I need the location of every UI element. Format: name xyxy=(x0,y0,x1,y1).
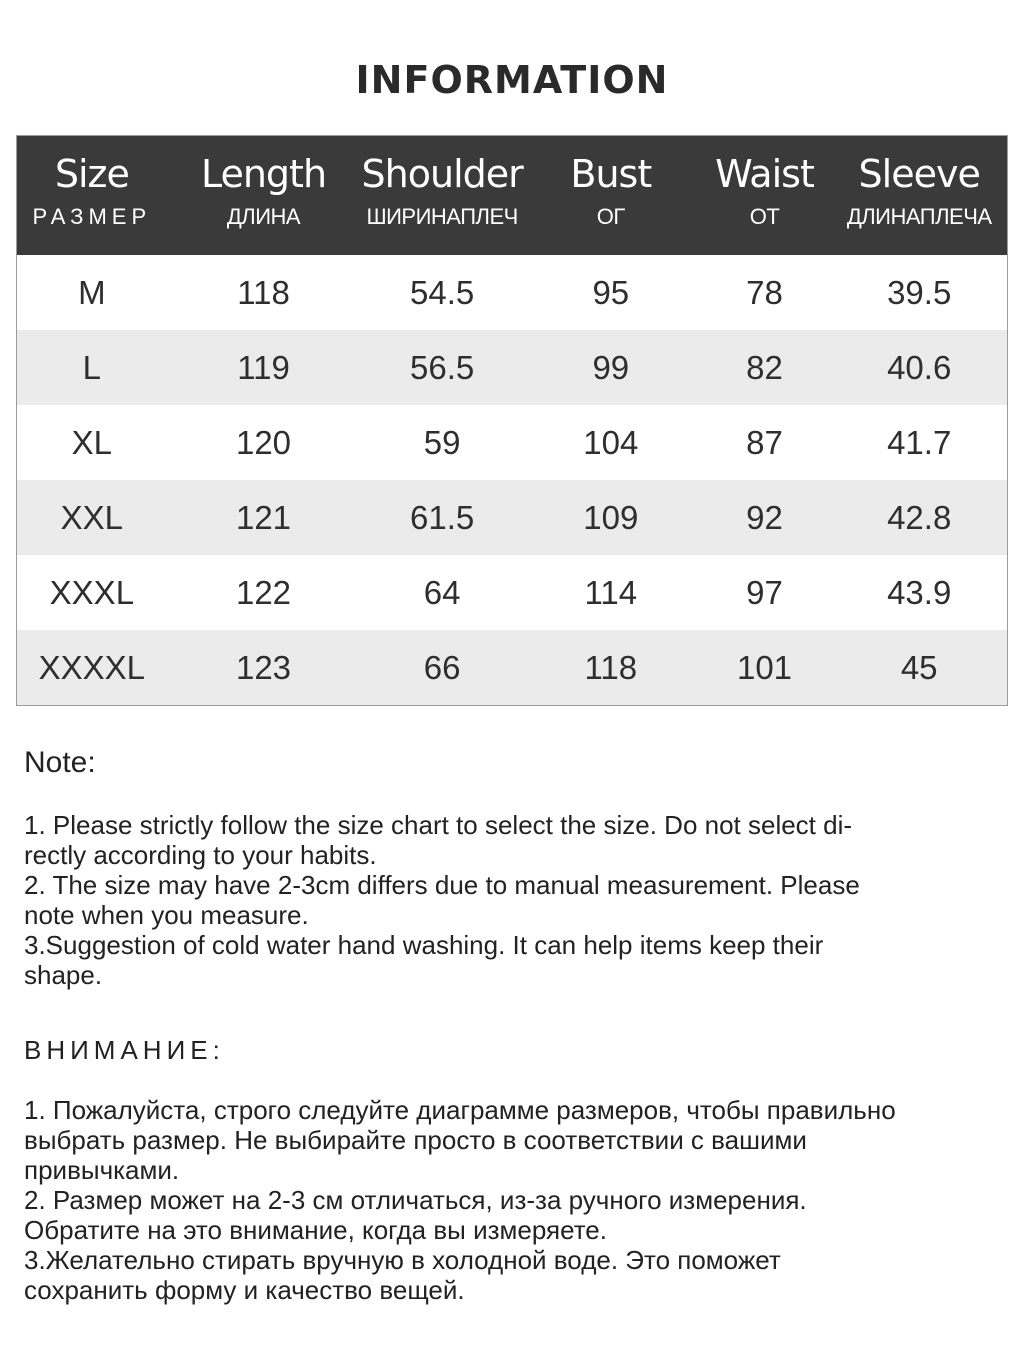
header-bust-en: Bust xyxy=(570,152,652,196)
size-chart-table xyxy=(16,135,1008,706)
header-shoulder-ru: ШИРИНАПЛЕЧ xyxy=(366,204,518,229)
cell-sleeve: 41.7 xyxy=(887,423,952,461)
cell-sleeve: 39.5 xyxy=(887,273,952,311)
table-row xyxy=(17,555,1007,630)
header-sleeve-en: Sleeve xyxy=(858,152,980,196)
cell-waist: 78 xyxy=(746,273,783,311)
attention-heading: ВНИМАНИЕ: xyxy=(24,1035,225,1065)
table-row xyxy=(17,480,1007,555)
cell-size: M xyxy=(78,273,106,311)
header-waist xyxy=(698,136,832,255)
cell-bust: 104 xyxy=(583,423,639,461)
header-size xyxy=(17,136,167,255)
attention-line: 2. Размер может на 2-3 см отличаться, из-за ручного измерения. xyxy=(24,1185,807,1215)
header-sleeve-ru: ДЛИНАПЛЕЧА xyxy=(846,204,992,229)
cell-length: 118 xyxy=(237,273,290,311)
cell-sleeve: 42.8 xyxy=(887,498,952,536)
cell-shoulder: 54.5 xyxy=(410,273,475,311)
cell-shoulder: 61.5 xyxy=(410,498,475,536)
cell-length: 119 xyxy=(237,348,290,386)
cell-size: XXXXL xyxy=(38,648,146,686)
table-row xyxy=(17,630,1007,705)
attention-line: выбрать размер. Не выбирайте просто в соответствии с вашими xyxy=(24,1125,807,1155)
header-length-ru: ДЛИНА xyxy=(226,204,301,229)
table-row xyxy=(17,255,1007,330)
header-size-en: Size xyxy=(54,152,129,196)
cell-shoulder: 59 xyxy=(423,423,461,461)
header-length-en: Length xyxy=(200,152,327,196)
header-sleeve xyxy=(831,136,1007,255)
attention-line: сохранить форму и качество вещей. xyxy=(24,1275,465,1305)
note-line: 2. The size may have 2-3cm differs due to manual measurement. Please xyxy=(24,870,860,900)
cell-shoulder: 64 xyxy=(423,573,461,611)
table-header xyxy=(17,136,1007,255)
attention-line: привычками. xyxy=(24,1155,180,1185)
header-waist-en: Waist xyxy=(715,152,814,196)
cell-length: 123 xyxy=(235,648,292,686)
cell-bust: 99 xyxy=(592,348,630,386)
cell-bust: 118 xyxy=(584,648,638,686)
cell-bust: 114 xyxy=(584,573,638,611)
cell-waist: 82 xyxy=(746,348,783,386)
cell-length: 122 xyxy=(235,573,292,611)
table-row xyxy=(17,405,1007,480)
cell-length: 121 xyxy=(235,498,292,536)
header-size-ru: РАЗМЕР xyxy=(32,204,152,229)
note-heading: Note: xyxy=(24,746,96,779)
cell-shoulder: 66 xyxy=(423,648,461,686)
attention-body xyxy=(24,1095,994,1305)
cell-size: XL xyxy=(71,423,113,461)
note-line: shape. xyxy=(24,960,103,990)
attention-line: 1. Пожалуйста, строго следуйте диаграмме размеров, чтобы правильно xyxy=(24,1095,896,1125)
attention-line: Обратите на это внимание, когда вы измеряете. xyxy=(24,1215,607,1245)
header-waist-ru: ОТ xyxy=(749,204,780,229)
note-line: note when you measure. xyxy=(24,900,309,930)
cell-sleeve: 40.6 xyxy=(887,348,952,386)
cell-waist: 87 xyxy=(746,423,783,461)
header-length xyxy=(167,136,361,255)
cell-waist: 101 xyxy=(736,648,793,686)
cell-sleeve: 43.9 xyxy=(887,573,952,611)
header-bust xyxy=(524,136,698,255)
header-shoulder-en: Shoulder xyxy=(361,152,523,196)
cell-shoulder: 56.5 xyxy=(410,348,475,386)
note-line: rectly according to your habits. xyxy=(24,840,377,870)
cell-size: XXL xyxy=(60,498,124,536)
cell-bust: 95 xyxy=(592,273,630,311)
attention-line: 3.Желательно стирать вручную в холодной воде. Это поможет xyxy=(24,1245,781,1275)
cell-bust: 109 xyxy=(583,498,639,536)
header-shoulder xyxy=(360,136,524,255)
cell-sleeve: 45 xyxy=(900,648,938,686)
page-title: INFORMATION xyxy=(355,58,669,102)
cell-length: 120 xyxy=(235,423,292,461)
cell-waist: 92 xyxy=(746,498,783,536)
table-row xyxy=(17,330,1007,405)
note-line: 1. Please strictly follow the size chart to select the size. Do not select di- xyxy=(24,810,853,840)
cell-size: L xyxy=(82,348,102,386)
note-body xyxy=(24,810,994,990)
cell-size: XXXL xyxy=(49,573,135,611)
header-bust-ru: ОГ xyxy=(596,204,625,229)
cell-waist: 97 xyxy=(746,573,783,611)
note-line: 3.Suggestion of cold water hand washing. It can help items keep their xyxy=(24,930,824,960)
